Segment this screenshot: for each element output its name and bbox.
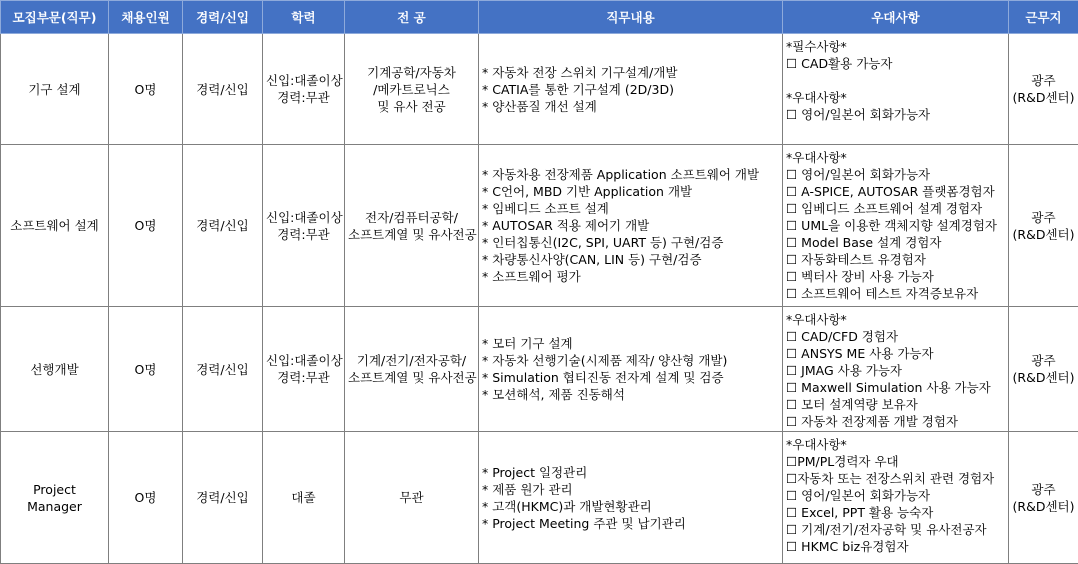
major-cell bbox=[345, 307, 479, 432]
table-row bbox=[1, 307, 1078, 432]
table-row bbox=[1, 34, 1078, 145]
prefs-line: ☐ JMAG 사용 가능자 bbox=[786, 363, 902, 378]
duties-line: * Project Meeting 주관 및 납기관리 bbox=[482, 515, 686, 531]
header-row bbox=[1, 1, 1078, 34]
location-line: (R&D센터) bbox=[1012, 370, 1075, 385]
career-text: 경력/신입 bbox=[196, 490, 249, 505]
header-count: 채용인원 bbox=[109, 1, 183, 34]
duties-line: * 모션해석, 제품 진동해석 bbox=[482, 387, 625, 402]
prefs-line: *우대사항* bbox=[786, 437, 847, 452]
prefs-line: ☐ Excel, PPT 활용 능숙자 bbox=[786, 505, 934, 520]
education-line: 신입:대졸이상 bbox=[266, 73, 343, 88]
prefs-line: ☐ 벡터사 장비 사용 가능자 bbox=[786, 269, 934, 284]
education-line: 신입:대졸이상 bbox=[266, 209, 343, 225]
education-line: 경력:무관 bbox=[277, 370, 330, 385]
prefs-line: ☐ ANSYS ME 사용 가능자 bbox=[786, 346, 934, 361]
education-cell bbox=[263, 145, 345, 307]
header-education: 학력 bbox=[263, 1, 345, 34]
position-cell bbox=[1, 432, 109, 564]
prefs-line: *필수사항* bbox=[786, 39, 847, 54]
count-text: O명 bbox=[134, 218, 157, 233]
location-cell bbox=[1009, 145, 1078, 307]
location-line: 광주 bbox=[1031, 481, 1056, 497]
duties-line: * 인터칩통신(I2C, SPI, UART 등) 구현/검증 bbox=[482, 235, 724, 250]
education-line: 신입:대졸이상 bbox=[266, 353, 343, 368]
major-cell bbox=[345, 34, 479, 145]
position-line: 소프트웨어 설계 bbox=[10, 218, 99, 233]
duties-line: * 자동차 전장 스위치 기구설계/개발 bbox=[482, 64, 678, 80]
prefs-line bbox=[786, 72, 1005, 89]
education-cell bbox=[263, 307, 345, 432]
duties-line: * AUTOSAR 적용 제어기 개발 bbox=[482, 218, 650, 233]
prefs-line: ☐ Maxwell Simulation 사용 가능자 bbox=[786, 380, 991, 395]
count-cell bbox=[109, 307, 183, 432]
duties-cell bbox=[479, 34, 783, 145]
duties-line: * CATIA를 통한 기구설계 (2D/3D) bbox=[482, 81, 674, 97]
prefs-line: ☐ CAD/CFD 경험자 bbox=[786, 329, 899, 344]
position-cell bbox=[1, 145, 109, 307]
position-line: Manager bbox=[27, 498, 82, 514]
position-cell bbox=[1, 34, 109, 145]
prefs-line: ☐ 기계/전기/전자공학 및 유사전공자 bbox=[786, 522, 987, 537]
prefs-line: ☐ 자동화테스트 유경험자 bbox=[786, 252, 926, 267]
location-cell bbox=[1009, 34, 1078, 145]
major-cell bbox=[345, 432, 479, 564]
major-line: 기계공학/자동차 bbox=[367, 64, 456, 80]
prefs-line: ☐ Model Base 설계 경험자 bbox=[786, 235, 942, 250]
location-cell bbox=[1009, 307, 1078, 432]
education-line: 대졸 bbox=[291, 490, 316, 505]
header-career: 경력/신입 bbox=[183, 1, 263, 34]
prefs-line: ☐ A-SPICE, AUTOSAR 플랫폼경험자 bbox=[786, 184, 995, 199]
major-line: 전자/컴퓨터공학/ bbox=[365, 209, 458, 225]
location-line: (R&D센터) bbox=[1012, 498, 1075, 514]
career-cell bbox=[183, 145, 263, 307]
duties-line: * 고객(HKMC)과 개발현황관리 bbox=[482, 498, 652, 514]
duties-line: * 소프트웨어 평가 bbox=[482, 269, 581, 284]
prefs-line: ☐ HKMC biz유경험자 bbox=[786, 539, 909, 554]
count-cell bbox=[109, 432, 183, 564]
location-line: (R&D센터) bbox=[1012, 90, 1075, 105]
prefs-line: *우대사항* bbox=[786, 150, 847, 165]
education-cell bbox=[263, 432, 345, 564]
duties-line: * Simulation 협티진동 전자계 설계 및 검증 bbox=[482, 370, 724, 385]
table-row bbox=[1, 432, 1078, 564]
position-line: 기구 설계 bbox=[28, 81, 81, 97]
duties-cell bbox=[479, 307, 783, 432]
duties-line: * 임베디드 소프트 설계 bbox=[482, 201, 609, 216]
prefs-line: ☐ 소프트웨어 테스트 자격증보유자 bbox=[786, 286, 979, 301]
location-line: 광주 bbox=[1031, 209, 1056, 225]
career-text: 경력/신입 bbox=[196, 218, 249, 233]
education-cell bbox=[263, 34, 345, 145]
prefs-line: ☐ CAD활용 가능자 bbox=[786, 56, 893, 71]
header-prefs: 우대사항 bbox=[783, 1, 1009, 34]
duties-cell bbox=[479, 432, 783, 564]
header-duties: 직무내용 bbox=[479, 1, 783, 34]
career-cell bbox=[183, 307, 263, 432]
major-line: 무관 bbox=[399, 490, 424, 505]
career-cell bbox=[183, 432, 263, 564]
major-line: 기계/전기/전자공학/ bbox=[356, 353, 467, 368]
prefs-line: *우대사항* bbox=[786, 312, 847, 327]
duties-line: * Project 일정관리 bbox=[482, 464, 588, 480]
header-major: 전 공 bbox=[345, 1, 479, 34]
prefs-cell bbox=[783, 307, 1009, 432]
major-line: /메카트로닉스 bbox=[373, 81, 450, 97]
major-line: 소프트계열 및 유사전공 bbox=[348, 226, 477, 242]
count-text: O명 bbox=[134, 490, 157, 505]
major-cell bbox=[345, 145, 479, 307]
duties-line: * 제품 원가 관리 bbox=[482, 481, 573, 497]
major-line: 소프트계열 및 유사전공 bbox=[348, 370, 477, 385]
table-row bbox=[1, 145, 1078, 307]
duties-line: * C언어, MBD 기반 Application 개발 bbox=[482, 184, 693, 199]
duties-cell bbox=[479, 145, 783, 307]
position-line: 선행개발 bbox=[30, 361, 79, 377]
location-cell bbox=[1009, 432, 1078, 564]
education-line: 경력:무관 bbox=[277, 90, 330, 105]
prefs-line: ☐ 영어/일본어 회화가능자 bbox=[786, 107, 931, 122]
count-text: O명 bbox=[134, 361, 157, 377]
career-cell bbox=[183, 34, 263, 145]
prefs-line: *우대사항* bbox=[786, 90, 847, 105]
prefs-line: ☐ 영어/일본어 회화가능자 bbox=[786, 167, 931, 182]
position-line: Project bbox=[33, 481, 76, 497]
prefs-line: ☐자동차 또는 전장스위치 관련 경험자 bbox=[786, 471, 995, 486]
location-line: 광주 bbox=[1031, 353, 1056, 368]
prefs-line: ☐ 임베디드 소프트웨어 설계 경험자 bbox=[786, 201, 983, 216]
header-position: 모집부문(직무) bbox=[1, 1, 109, 34]
duties-line: * 자동차용 전장제품 Application 소프트웨어 개발 bbox=[482, 167, 760, 182]
prefs-cell bbox=[783, 145, 1009, 307]
prefs-line: ☐ 자동차 전장제품 개발 경험자 bbox=[786, 414, 959, 429]
duties-line: * 양산품질 개선 설계 bbox=[482, 98, 597, 114]
prefs-line: ☐ UML을 이용한 객체지향 설계경험자 bbox=[786, 218, 997, 233]
prefs-cell bbox=[783, 34, 1009, 145]
prefs-cell bbox=[783, 432, 1009, 564]
prefs-line: ☐ 모터 설계역량 보유자 bbox=[786, 397, 918, 412]
prefs-line: ☐ 영어/일본어 회화가능자 bbox=[786, 488, 931, 503]
career-text: 경력/신입 bbox=[196, 81, 249, 97]
education-line: 경력:무관 bbox=[277, 226, 330, 242]
location-line: 광주 bbox=[1031, 73, 1056, 88]
count-cell bbox=[109, 34, 183, 145]
major-line: 및 유사 전공 bbox=[377, 98, 446, 114]
count-text: O명 bbox=[134, 81, 157, 97]
position-cell bbox=[1, 307, 109, 432]
duties-line: * 차량통신사양(CAN, LIN 등) 구현/검증 bbox=[482, 252, 702, 267]
prefs-line: ☐PM/PL경력자 우대 bbox=[786, 454, 899, 469]
career-text: 경력/신입 bbox=[196, 361, 249, 377]
location-line: (R&D센터) bbox=[1012, 226, 1075, 242]
header-location: 근무지 bbox=[1009, 1, 1078, 34]
duties-line: * 자동차 선행기술(시제품 제작/ 양산형 개발) bbox=[482, 353, 728, 368]
duties-line: * 모터 기구 설계 bbox=[482, 336, 573, 351]
count-cell bbox=[109, 145, 183, 307]
